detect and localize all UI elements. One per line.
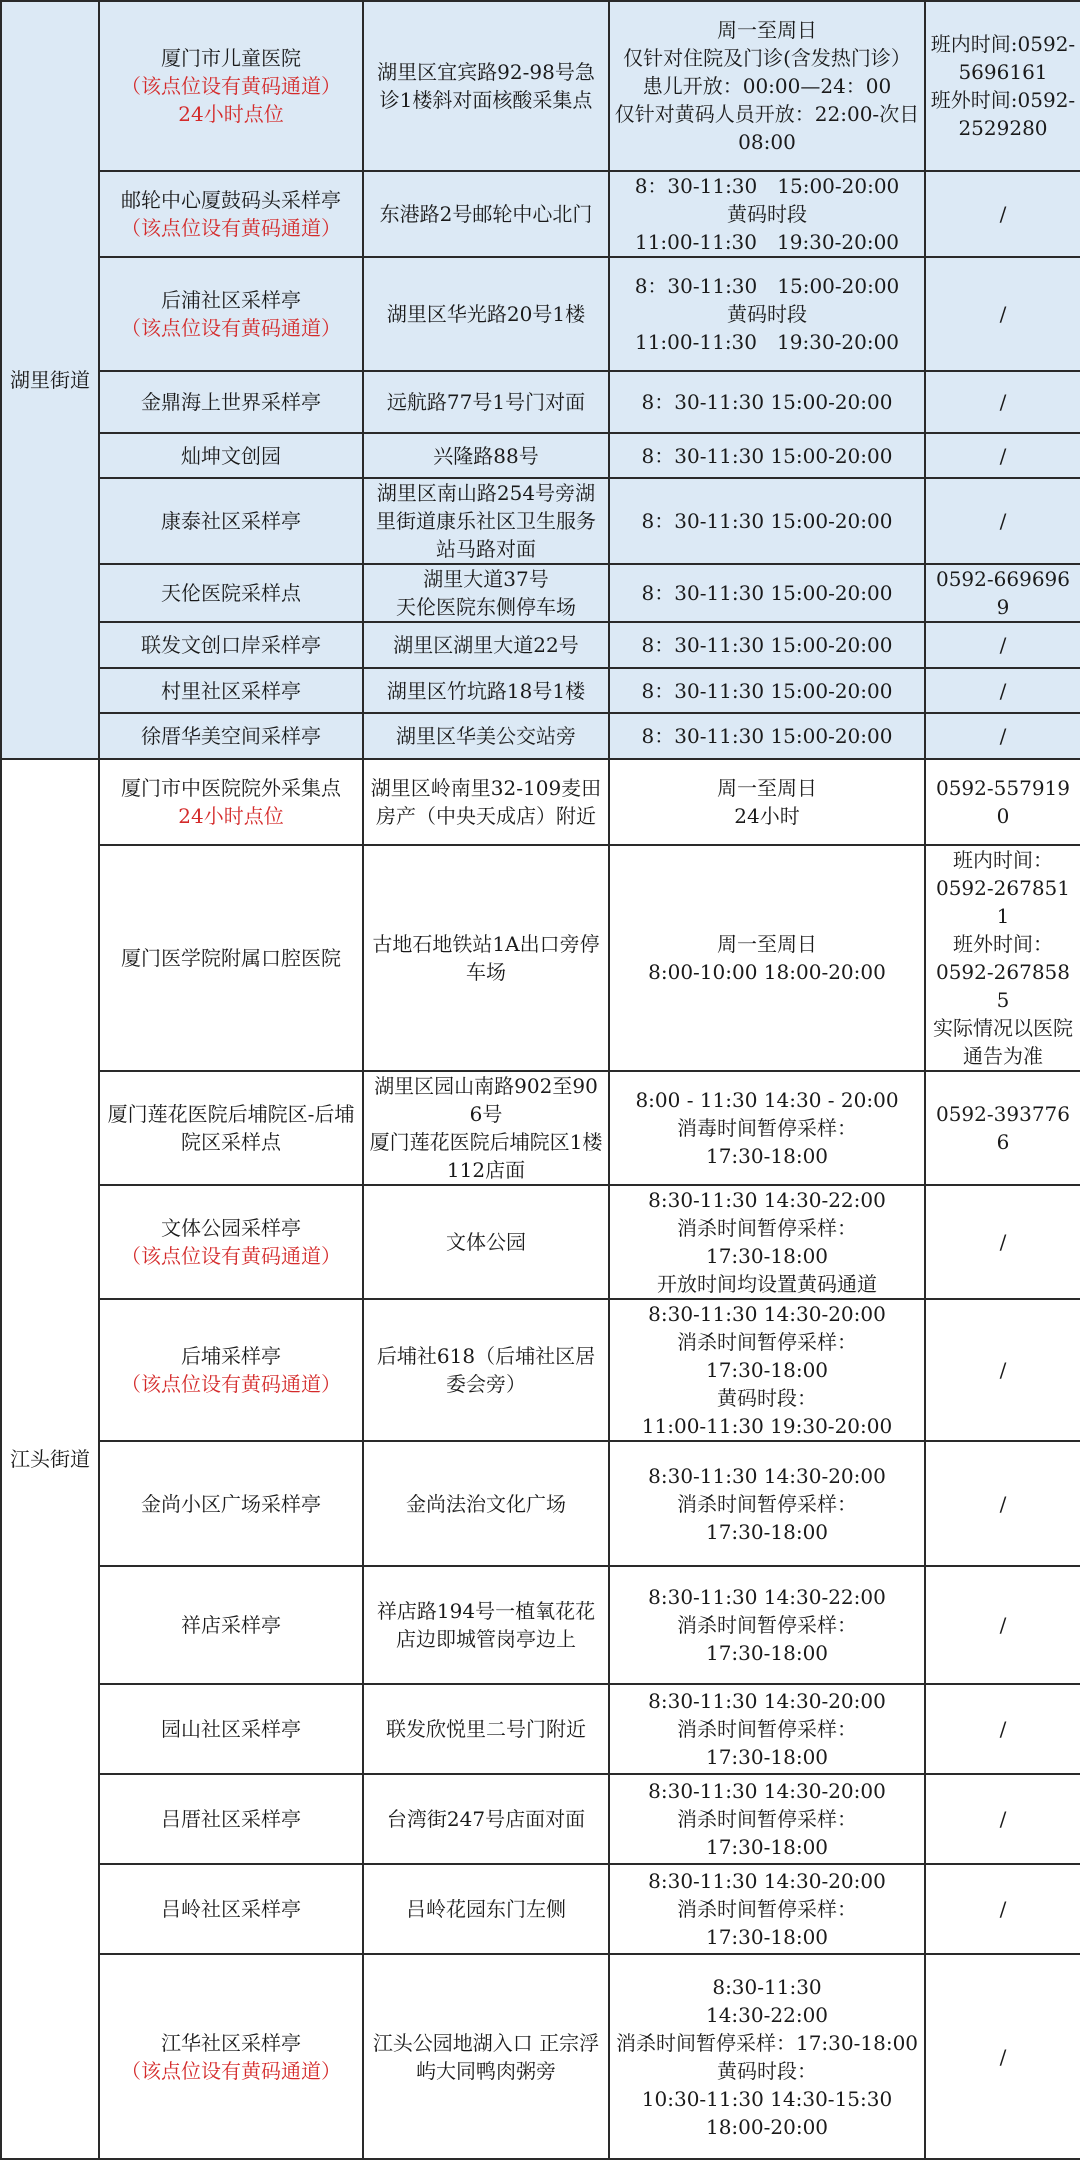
cell-text: 厦门市中医院院外采集点 [121, 776, 341, 800]
table-row [1, 171, 1080, 257]
cell-text: 8：30-11:30 15:00-20:00 [634, 174, 900, 198]
hours-cell [609, 1, 925, 171]
cell-text: 黄码时段 [727, 302, 807, 326]
address-cell [363, 759, 609, 845]
cell-text: 消杀时间暂停采样： [677, 1491, 857, 1516]
address-cell [363, 1566, 609, 1684]
table-row [1, 1864, 1080, 1954]
huli-section [1, 1, 1080, 759]
name-cell [99, 622, 363, 668]
hours-cell [609, 1864, 925, 1954]
cell-text: 消杀时间暂停采样： [677, 1330, 857, 1354]
cell-text: 11:00-11:30 19:30-20:00 [634, 330, 900, 354]
cell-text: / [999, 1491, 1007, 1516]
cell-text: 消杀时间暂停采样： [677, 1807, 857, 1831]
phone-cell [925, 1864, 1080, 1954]
jiangtou-section [1, 759, 1080, 2159]
phone-cell [925, 1441, 1080, 1566]
cell-text: 8：30-11:30 15:00-20:00 [634, 274, 900, 298]
district-cell: 江头街道 [1, 759, 99, 2159]
name-cell [99, 1071, 363, 1185]
cell-text: 后埔采样亭 [181, 1344, 281, 1368]
cell-text: 8：30-11:30 15:00-20:00 [641, 678, 893, 703]
cell-text: 黄码时段 [727, 202, 807, 226]
name-cell [99, 1, 363, 171]
yellow-code-note: 24小时点位 [178, 804, 284, 828]
cell-text: 湖里区华光路20号1楼 [386, 302, 586, 326]
cell-text: 园山社区采样亭 [161, 1717, 301, 1741]
phone-cell [925, 1566, 1080, 1684]
cell-text: 村里社区采样亭 [161, 678, 301, 703]
cell-text: / [999, 1358, 1007, 1382]
cell-text: 0592-2678585 [935, 960, 1070, 1012]
cell-text: 8:30-11:30 14:30-20:00 [648, 1302, 886, 1326]
cell-text: / [999, 302, 1007, 326]
phone-cell [925, 1071, 1080, 1185]
cell-text: 17:30-18:00 [705, 1358, 829, 1382]
name-cell [99, 1299, 363, 1441]
name-cell [99, 433, 363, 478]
address-cell [363, 257, 609, 371]
cell-text: 远航路77号1号门对面 [386, 390, 586, 414]
table-row [1, 257, 1080, 371]
cell-text: 0592-6696969 [935, 567, 1070, 619]
cell-text: 仅针对黄码人员开放：22:00-次日08:00 [614, 102, 920, 154]
address-cell [363, 1684, 609, 1774]
cell-text: / [999, 1230, 1007, 1254]
cell-text: 金尚法治文化广场 [406, 1491, 566, 1516]
cell-text: 8：30-11:30 15:00-20:00 [641, 724, 893, 748]
cell-text: 17:30-18:00 [705, 1244, 829, 1268]
cell-text: 仅针对住院及门诊(含发热门诊）患儿开放：00:00—24：00 [623, 46, 911, 98]
name-cell [99, 478, 363, 564]
cell-text: 消杀时间暂停采样： [677, 1717, 857, 1741]
cell-text: 祥店路194号一植氧花花店边即城管岗亭边上 [376, 1599, 596, 1651]
cell-text: 灿坤文创园 [181, 443, 281, 468]
cell-text: 8:30-11:30 14:30-22:00 [648, 1585, 886, 1609]
table-row [1, 1566, 1080, 1684]
table-row [1, 1071, 1080, 1185]
cell-text: 17:30-18:00 [705, 1641, 829, 1665]
hours-cell [609, 171, 925, 257]
name-cell [99, 371, 363, 433]
name-cell [99, 1684, 363, 1774]
cell-text: 班内时间:0592-5696161 [930, 32, 1076, 84]
cell-text: 文体公园 [446, 1230, 526, 1254]
cell-text: / [999, 443, 1007, 468]
address-cell [363, 1, 609, 171]
hours-cell [609, 257, 925, 371]
yellow-code-note: （该点位设有黄码通道） [121, 1372, 341, 1396]
cell-text: 0592-2678511 [935, 876, 1070, 928]
table-row [1, 845, 1080, 1071]
phone-cell [925, 171, 1080, 257]
hours-cell [609, 564, 925, 622]
cell-text: 0592-3937766 [935, 1102, 1070, 1154]
cell-text: 古地石地铁站1A出口旁停车场 [372, 932, 600, 984]
cell-text: 0592-5579190 [935, 776, 1070, 828]
name-cell [99, 564, 363, 622]
cell-text: 8:30-11:30 [712, 1974, 822, 1999]
cell-text: 徐厝华美空间采样亭 [141, 724, 321, 748]
hours-cell [609, 1684, 925, 1774]
cell-text: 厦门莲花医院后埔院区1楼112店面 [369, 1130, 603, 1182]
cell-text: / [999, 202, 1007, 226]
table-row [1, 1774, 1080, 1864]
cell-text: 开放时间均设置黄码通道 [657, 1272, 877, 1296]
name-cell [99, 713, 363, 759]
cell-text: 天伦医院采样点 [161, 581, 301, 605]
name-cell [99, 1954, 363, 2159]
name-cell [99, 171, 363, 257]
address-cell [363, 622, 609, 668]
table-row [1, 478, 1080, 564]
cell-text: 消杀时间暂停采样： [677, 1216, 857, 1240]
cell-text: / [999, 1717, 1007, 1741]
table-row [1, 759, 1080, 845]
cell-text: 周一至周日 [717, 18, 817, 42]
address-cell [363, 1299, 609, 1441]
yellow-code-note: （该点位设有黄码通道） [121, 74, 341, 98]
cell-text: 联发文创口岸采样亭 [141, 633, 321, 657]
hours-cell [609, 713, 925, 759]
cell-text: 消毒时间暂停采样： [677, 1116, 857, 1140]
table-row [1, 371, 1080, 433]
address-cell [363, 433, 609, 478]
cell-text: 周一至周日 [717, 776, 817, 800]
address-cell [363, 478, 609, 564]
cell-text: 吕岭社区采样亭 [161, 1897, 301, 1921]
phone-cell [925, 433, 1080, 478]
hours-cell [609, 759, 925, 845]
name-cell [99, 759, 363, 845]
cell-text: 台湾街247号店面对面 [386, 1807, 586, 1831]
phone-cell [925, 371, 1080, 433]
table-row [1, 1299, 1080, 1441]
cell-text: 黄码时段： [717, 2058, 817, 2083]
cell-text: 湖里区岭南里32-109麦田房产（中央天成店）附近 [370, 776, 602, 828]
cell-text: 8:30-11:30 14:30-20:00 [648, 1463, 886, 1488]
hours-cell [609, 371, 925, 433]
cell-text: 8:30-11:30 14:30-20:00 [648, 1689, 886, 1713]
phone-cell [925, 1185, 1080, 1299]
phone-cell [925, 713, 1080, 759]
cell-text: 文体公园采样亭 [161, 1216, 301, 1240]
cell-text: 湖里区湖里大道22号 [393, 633, 579, 657]
cell-text: / [999, 678, 1007, 703]
name-cell [99, 1566, 363, 1684]
yellow-code-note: （该点位设有黄码通道） [121, 1244, 341, 1268]
hours-cell [609, 1441, 925, 1566]
name-cell [99, 845, 363, 1071]
cell-text: 24小时 [734, 804, 800, 828]
hours-cell [609, 622, 925, 668]
cell-text: 江头公园地湖入口 正宗浮屿大同鸭肉粥旁 [372, 2030, 600, 2083]
name-cell [99, 1864, 363, 1954]
cell-text: 吕厝社区采样亭 [161, 1807, 301, 1831]
phone-cell [925, 668, 1080, 713]
address-cell [363, 371, 609, 433]
hours-cell [609, 668, 925, 713]
cell-text: 湖里区宜宾路92-98号急诊1楼斜对面核酸采集点 [377, 60, 595, 112]
hours-cell [609, 845, 925, 1071]
hours-cell [609, 1954, 925, 2159]
cell-text: / [999, 390, 1007, 414]
cell-text: / [999, 633, 1007, 657]
hours-cell [609, 1185, 925, 1299]
cell-text: 8:30-11:30 14:30-20:00 [648, 1869, 886, 1893]
hours-cell [609, 1566, 925, 1684]
phone-cell [925, 845, 1080, 1071]
cell-text: 17:30-18:00 [705, 1925, 829, 1949]
phone-cell [925, 1, 1080, 171]
cell-text: / [999, 1897, 1007, 1921]
address-cell [363, 171, 609, 257]
cell-text: 班外时间： [953, 932, 1053, 956]
address-cell [363, 1441, 609, 1566]
cell-text: 8:30-11:30 14:30-20:00 [648, 1779, 886, 1803]
phone-cell [925, 759, 1080, 845]
name-cell [99, 1441, 363, 1566]
cell-text: 湖里区南山路254号旁湖里街道康乐社区卫生服务站马路对面 [376, 481, 596, 561]
table-row [1, 1954, 1080, 2159]
district-cell: 湖里街道 [1, 1, 99, 759]
cell-text: 8：30-11:30 15:00-20:00 [641, 390, 893, 414]
address-cell [363, 1071, 609, 1185]
address-cell [363, 1864, 609, 1954]
cell-text: 17:30-18:00 [705, 1745, 829, 1769]
table-row [1, 1185, 1080, 1299]
cell-text: 8：30-11:30 15:00-20:00 [641, 581, 893, 605]
cell-text: 8：30-11:30 15:00-20:00 [641, 443, 893, 468]
table-row [1, 1441, 1080, 1566]
address-cell [363, 1954, 609, 2159]
cell-text: 金尚小区广场采样亭 [141, 1491, 321, 1516]
cell-text: 厦门医学院附属口腔医院 [121, 946, 341, 970]
hours-cell [609, 1774, 925, 1864]
address-cell [363, 564, 609, 622]
cell-text: 周一至周日 [717, 932, 817, 956]
cell-text: 江华社区采样亭 [161, 2030, 301, 2055]
cell-text: 8:00 - 11:30 14:30 - 20:00 [635, 1088, 899, 1112]
phone-cell [925, 478, 1080, 564]
table-row [1, 713, 1080, 759]
cell-text: / [999, 2044, 1007, 2069]
phone-cell [925, 257, 1080, 371]
address-cell [363, 845, 609, 1071]
phone-cell [925, 1774, 1080, 1864]
cell-text: 消杀时间暂停采样： [677, 1613, 857, 1637]
cell-text: 祥店采样亭 [181, 1613, 281, 1637]
name-cell [99, 668, 363, 713]
cell-text: 11:00-11:30 19:30-20:00 [641, 1414, 893, 1438]
table-row [1, 622, 1080, 668]
yellow-code-note: （该点位设有黄码通道） [121, 316, 341, 340]
hours-cell [609, 433, 925, 478]
cell-text: 康泰社区采样亭 [161, 509, 301, 533]
table-row [1, 1, 1080, 171]
cell-text: / [999, 509, 1007, 533]
address-cell [363, 1774, 609, 1864]
cell-text: 消杀时间暂停采样： [677, 1897, 857, 1921]
cell-text: 17:30-18:00 [705, 1519, 829, 1544]
cell-text: 班外时间:0592-2529280 [930, 88, 1076, 140]
cell-text: 湖里区园山南路902至906号 [374, 1074, 598, 1126]
cell-text: 厦门莲花医院后埔院区-后埔院区采样点 [107, 1102, 355, 1154]
table-row [1, 564, 1080, 622]
cell-text: 邮轮中心厦鼓码头采样亭 [121, 188, 341, 212]
address-cell [363, 1185, 609, 1299]
cell-text: / [999, 1613, 1007, 1637]
cell-text: 湖里区竹坑路18号1楼 [386, 678, 586, 703]
cell-text: 17:30-18:00 [705, 1835, 829, 1859]
cell-text: 8:00-10:00 18:00-20:00 [648, 960, 886, 984]
cell-text: 东港路2号邮轮中心北门 [379, 202, 593, 226]
address-cell [363, 668, 609, 713]
hours-cell [609, 1299, 925, 1441]
phone-cell [925, 622, 1080, 668]
cell-text: 后浦社区采样亭 [161, 288, 301, 312]
yellow-code-note: （该点位设有黄码通道） [121, 216, 341, 240]
cell-text: 厦门市儿童医院 [161, 46, 301, 70]
name-cell [99, 1185, 363, 1299]
cell-text: 实际情况以医院通告为准 [933, 1016, 1073, 1068]
address-cell [363, 713, 609, 759]
table-row [1, 1684, 1080, 1774]
cell-text: / [999, 724, 1007, 748]
cell-text: 8：30-11:30 15:00-20:00 [641, 509, 893, 533]
phone-cell [925, 564, 1080, 622]
cell-text: 湖里区华美公交站旁 [396, 724, 576, 748]
cell-text: 14:30-22:00 [705, 2002, 829, 2027]
cell-text: 18:00-20:00 [705, 2114, 829, 2139]
table-row [1, 433, 1080, 478]
cell-text: 11:00-11:30 19:30-20:00 [634, 230, 900, 254]
cell-text: 消杀时间暂停采样：17:30-18:00 [615, 2030, 919, 2055]
cell-text: 8：30-11:30 15:00-20:00 [641, 633, 893, 657]
cell-text: 吕岭花园东门左侧 [406, 1897, 566, 1921]
cell-text: 联发欣悦里二号门附近 [386, 1717, 586, 1741]
table-row [1, 668, 1080, 713]
cell-text: 17:30-18:00 [705, 1144, 829, 1168]
name-cell [99, 257, 363, 371]
cell-text: 兴隆路88号 [433, 443, 539, 468]
cell-text: 10:30-11:30 14:30-15:30 [641, 2086, 893, 2111]
phone-cell [925, 1954, 1080, 2159]
yellow-code-note: （该点位设有黄码通道） [121, 2058, 341, 2083]
cell-text: 黄码时段： [717, 1386, 817, 1410]
name-cell [99, 1774, 363, 1864]
cell-text: 后埔社618（后埔社区居委会旁） [376, 1344, 596, 1396]
phone-cell [925, 1684, 1080, 1774]
cell-text: 班内时间： [953, 848, 1053, 872]
hours-cell [609, 1071, 925, 1185]
cell-text: 天伦医院东侧停车场 [396, 595, 576, 619]
cell-text: 8:30-11:30 14:30-22:00 [648, 1188, 886, 1212]
yellow-code-note: 24小时点位 [178, 102, 284, 126]
cell-text: / [999, 1807, 1007, 1831]
phone-cell [925, 1299, 1080, 1441]
cell-text: 金鼎海上世界采样亭 [141, 390, 321, 414]
hours-cell [609, 478, 925, 564]
cell-text: 湖里大道37号 [423, 567, 549, 591]
